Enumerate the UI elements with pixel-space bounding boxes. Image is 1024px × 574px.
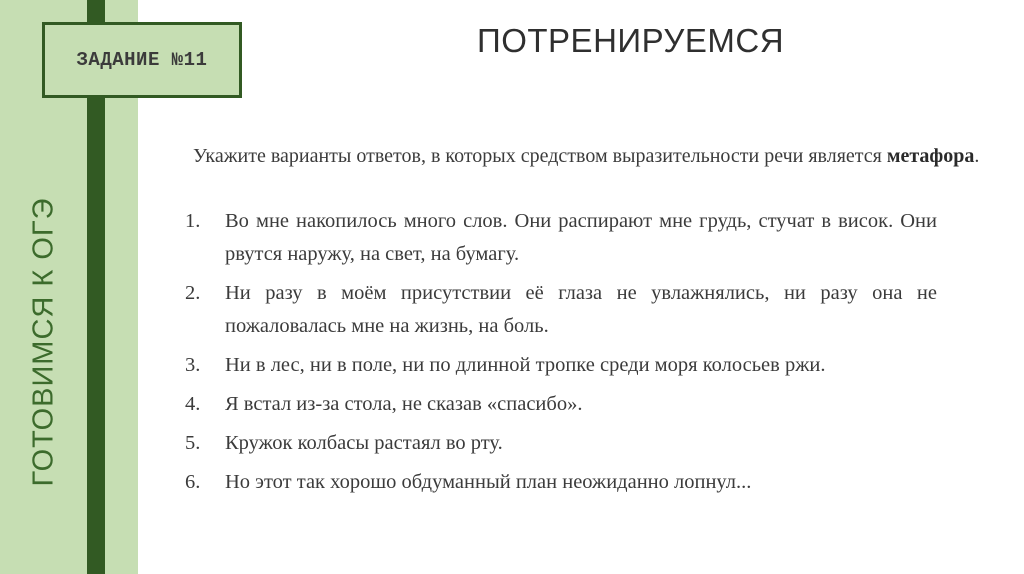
answer-text: Но этот так хорошо обдуманный план неожиданно лопнул... <box>225 471 752 493</box>
answer-text: Кружок колбасы растаял во рту. <box>225 432 503 454</box>
instruction-text <box>193 141 993 171</box>
answer-text: Во мне накопилось много слов. Они распирают мне грудь, стучат в висок. Они рвутся наружу, на свет, на бумагу. <box>225 210 937 265</box>
list-item <box>185 466 937 499</box>
sidebar-vertical-title: ГОТОВИМСЯ К ОГЭ <box>27 197 60 487</box>
answer-number: 6. <box>185 471 201 493</box>
list-item <box>185 427 937 460</box>
instruction-emphasis: метафора <box>886 145 975 167</box>
instruction-suffix: . <box>974 145 980 167</box>
list-item <box>185 205 937 271</box>
answer-text: Я встал из-за стола, не сказав «спасибо». <box>225 393 583 415</box>
instruction-prefix: Укажите варианты ответов, в которых средством выразительности речи является <box>193 145 887 167</box>
task-number-box <box>42 22 242 98</box>
answer-number: 3. <box>185 354 201 376</box>
answer-number: 1. <box>185 210 201 232</box>
list-item <box>185 388 937 421</box>
list-item <box>185 277 937 343</box>
list-item <box>185 349 937 382</box>
answer-number: 4. <box>185 393 201 415</box>
task-number-label: ЗАДАНИЕ №11 <box>76 49 208 71</box>
answer-text: Ни в лес, ни в поле, ни по длинной тропке среди моря колосьев ржи. <box>225 354 826 376</box>
answer-text: Ни разу в моём присутствии её глаза не увлажнялись, ни разу она не пожаловалась мне на жизнь, на боль. <box>225 282 937 337</box>
answer-number: 2. <box>185 282 201 304</box>
answer-list <box>185 205 937 505</box>
page-title: ПОТРЕНИРУЕМСЯ <box>477 22 785 59</box>
answer-number: 5. <box>185 432 201 454</box>
